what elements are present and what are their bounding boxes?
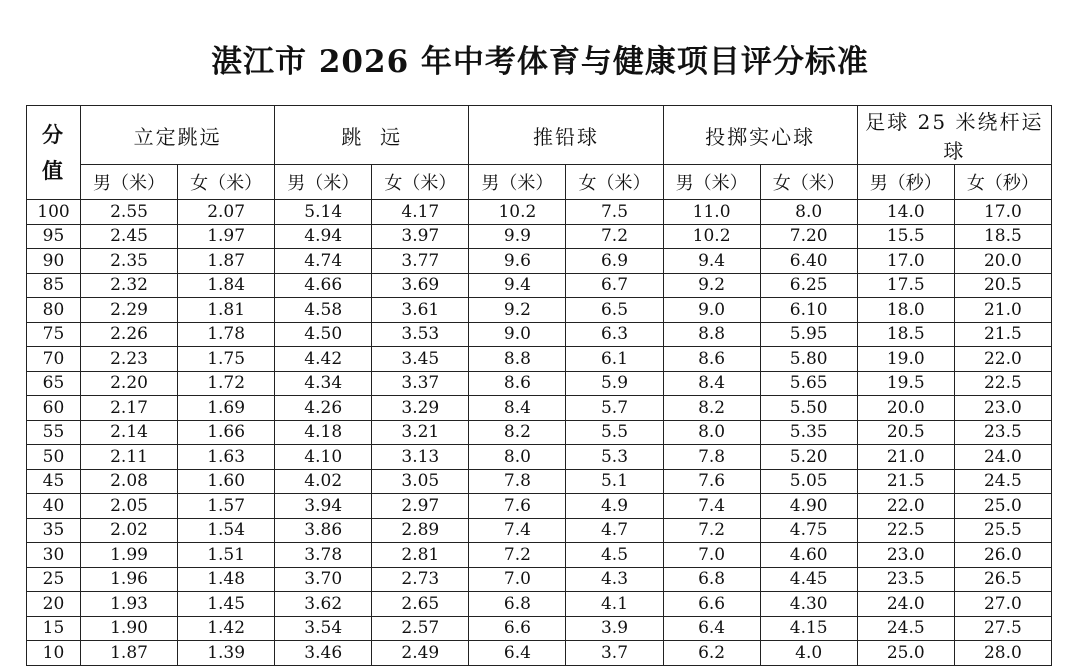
value-cell: 6.5 [566,298,663,323]
score-cell: 55 [27,420,81,445]
value-cell: 1.93 [81,592,178,617]
value-cell: 1.72 [178,371,275,396]
value-cell: 23.0 [857,543,954,568]
group-header-football-dribble: 足球 25 米绕杆运球 [857,106,1051,165]
value-cell: 8.8 [663,322,760,347]
page-title: 湛江市 2026 年中考体育与健康项目评分标准 [211,44,869,80]
value-cell: 7.6 [663,469,760,494]
value-cell: 3.29 [372,396,469,421]
value-cell: 1.48 [178,567,275,592]
sub-header: 女（秒） [954,165,1051,200]
value-cell: 2.65 [372,592,469,617]
value-cell: 7.4 [663,494,760,519]
value-cell: 1.66 [178,420,275,445]
value-cell: 20.0 [857,396,954,421]
value-cell: 7.8 [469,469,566,494]
value-cell: 4.94 [275,224,372,249]
value-cell: 8.2 [663,396,760,421]
table-row [27,298,1052,323]
value-cell: 4.9 [566,494,663,519]
value-cell: 25.0 [857,641,954,666]
table-row [27,371,1052,396]
value-cell: 3.21 [372,420,469,445]
value-cell: 4.58 [275,298,372,323]
group-header-standing-long-jump: 立定跳远 [81,106,275,165]
value-cell: 4.30 [760,592,857,617]
table-row [27,616,1052,641]
value-cell: 1.90 [81,616,178,641]
value-cell: 1.87 [178,249,275,274]
value-cell: 1.69 [178,396,275,421]
table-row [27,567,1052,592]
value-cell: 1.57 [178,494,275,519]
value-cell: 2.11 [81,445,178,470]
value-cell: 1.51 [178,543,275,568]
value-cell: 4.60 [760,543,857,568]
value-cell: 2.17 [81,396,178,421]
value-cell: 6.40 [760,249,857,274]
value-cell: 2.81 [372,543,469,568]
sub-header: 女（米） [760,165,857,200]
value-cell: 5.95 [760,322,857,347]
value-cell: 1.78 [178,322,275,347]
value-cell: 2.05 [81,494,178,519]
value-cell: 2.23 [81,347,178,372]
value-cell: 14.0 [857,200,954,225]
value-cell: 3.45 [372,347,469,372]
value-cell: 27.5 [954,616,1051,641]
score-cell: 75 [27,322,81,347]
value-cell: 2.32 [81,273,178,298]
value-cell: 5.20 [760,445,857,470]
value-cell: 15.5 [857,224,954,249]
value-cell: 10.2 [663,224,760,249]
value-cell: 20.5 [857,420,954,445]
table-row [27,249,1052,274]
value-cell: 19.0 [857,347,954,372]
value-cell: 2.14 [81,420,178,445]
value-cell: 4.26 [275,396,372,421]
table-row [27,224,1052,249]
value-cell: 5.3 [566,445,663,470]
value-cell: 1.84 [178,273,275,298]
value-cell: 22.0 [954,347,1051,372]
value-cell: 2.89 [372,518,469,543]
sub-header: 女（米） [566,165,663,200]
value-cell: 21.5 [857,469,954,494]
value-cell: 3.46 [275,641,372,666]
value-cell: 24.5 [857,616,954,641]
group-header-row [27,106,1052,165]
value-cell: 9.4 [469,273,566,298]
value-cell: 5.5 [566,420,663,445]
value-cell: 21.5 [954,322,1051,347]
value-cell: 7.4 [469,518,566,543]
value-cell: 2.20 [81,371,178,396]
value-cell: 25.5 [954,518,1051,543]
value-cell: 23.0 [954,396,1051,421]
score-cell: 15 [27,616,81,641]
value-cell: 1.87 [81,641,178,666]
value-cell: 3.94 [275,494,372,519]
score-cell: 20 [27,592,81,617]
value-cell: 4.0 [760,641,857,666]
table-row [27,420,1052,445]
value-cell: 4.15 [760,616,857,641]
group-header-medicine-ball: 投掷实心球 [663,106,857,165]
table-row [27,322,1052,347]
value-cell: 21.0 [954,298,1051,323]
sub-header: 女（米） [178,165,275,200]
value-cell: 19.5 [857,371,954,396]
score-column-header [27,106,81,200]
value-cell: 8.0 [663,420,760,445]
value-cell: 1.54 [178,518,275,543]
value-cell: 7.0 [663,543,760,568]
score-cell: 95 [27,224,81,249]
value-cell: 1.99 [81,543,178,568]
value-cell: 6.7 [566,273,663,298]
value-cell: 6.8 [469,592,566,617]
score-header-bottom: 值 [42,157,65,183]
sub-header: 男（米） [469,165,566,200]
value-cell: 4.75 [760,518,857,543]
value-cell: 22.0 [857,494,954,519]
value-cell: 3.13 [372,445,469,470]
value-cell: 2.35 [81,249,178,274]
value-cell: 5.35 [760,420,857,445]
value-cell: 3.97 [372,224,469,249]
value-cell: 2.45 [81,224,178,249]
table-row [27,518,1052,543]
value-cell: 8.6 [663,347,760,372]
value-cell: 5.1 [566,469,663,494]
table-row [27,543,1052,568]
value-cell: 6.4 [469,641,566,666]
value-cell: 9.9 [469,224,566,249]
value-cell: 11.0 [663,200,760,225]
value-cell: 4.18 [275,420,372,445]
table-row [27,592,1052,617]
sub-header: 男（米） [81,165,178,200]
value-cell: 4.7 [566,518,663,543]
value-cell: 3.62 [275,592,372,617]
value-cell: 4.42 [275,347,372,372]
value-cell: 4.50 [275,322,372,347]
table-row [27,445,1052,470]
value-cell: 5.14 [275,200,372,225]
value-cell: 26.5 [954,567,1051,592]
value-cell: 8.8 [469,347,566,372]
value-cell: 25.0 [954,494,1051,519]
value-cell: 1.63 [178,445,275,470]
value-cell: 7.20 [760,224,857,249]
value-cell: 9.2 [663,273,760,298]
value-cell: 6.6 [469,616,566,641]
value-cell: 2.08 [81,469,178,494]
score-cell: 50 [27,445,81,470]
value-cell: 2.02 [81,518,178,543]
value-cell: 5.7 [566,396,663,421]
value-cell: 1.81 [178,298,275,323]
value-cell: 6.10 [760,298,857,323]
score-cell: 60 [27,396,81,421]
value-cell: 3.86 [275,518,372,543]
value-cell: 3.9 [566,616,663,641]
value-cell: 4.5 [566,543,663,568]
value-cell: 8.4 [469,396,566,421]
score-cell: 90 [27,249,81,274]
value-cell: 8.0 [469,445,566,470]
value-cell: 4.10 [275,445,372,470]
value-cell: 6.4 [663,616,760,641]
score-cell: 80 [27,298,81,323]
value-cell: 5.65 [760,371,857,396]
table-body [27,200,1052,666]
value-cell: 23.5 [857,567,954,592]
value-cell: 1.60 [178,469,275,494]
value-cell: 9.0 [469,322,566,347]
score-cell: 25 [27,567,81,592]
value-cell: 8.2 [469,420,566,445]
value-cell: 5.50 [760,396,857,421]
value-cell: 6.9 [566,249,663,274]
value-cell: 9.2 [469,298,566,323]
score-cell: 35 [27,518,81,543]
value-cell: 17.5 [857,273,954,298]
sub-header: 女（米） [372,165,469,200]
score-cell: 30 [27,543,81,568]
value-cell: 1.45 [178,592,275,617]
value-cell: 20.5 [954,273,1051,298]
value-cell: 7.8 [663,445,760,470]
value-cell: 1.75 [178,347,275,372]
score-cell: 40 [27,494,81,519]
value-cell: 18.5 [857,322,954,347]
value-cell: 21.0 [857,445,954,470]
value-cell: 2.26 [81,322,178,347]
value-cell: 6.25 [760,273,857,298]
value-cell: 2.57 [372,616,469,641]
value-cell: 28.0 [954,641,1051,666]
value-cell: 5.80 [760,347,857,372]
value-cell: 6.8 [663,567,760,592]
value-cell: 3.69 [372,273,469,298]
table-row [27,200,1052,225]
value-cell: 17.0 [857,249,954,274]
value-cell: 4.17 [372,200,469,225]
value-cell: 2.55 [81,200,178,225]
score-cell: 65 [27,371,81,396]
group-header-long-jump: 跳 远 [275,106,469,165]
value-cell: 4.34 [275,371,372,396]
value-cell: 2.49 [372,641,469,666]
value-cell: 9.6 [469,249,566,274]
value-cell: 1.39 [178,641,275,666]
table-row [27,494,1052,519]
value-cell: 8.6 [469,371,566,396]
table-row [27,347,1052,372]
table-row [27,273,1052,298]
value-cell: 24.5 [954,469,1051,494]
value-cell: 6.1 [566,347,663,372]
value-cell: 27.0 [954,592,1051,617]
value-cell: 3.37 [372,371,469,396]
value-cell: 1.97 [178,224,275,249]
value-cell: 8.0 [760,200,857,225]
value-cell: 23.5 [954,420,1051,445]
group-header-shot-put: 推铅球 [469,106,663,165]
sub-header: 男（秒） [857,165,954,200]
value-cell: 7.2 [663,518,760,543]
value-cell: 20.0 [954,249,1051,274]
value-cell: 9.4 [663,249,760,274]
value-cell: 18.5 [954,224,1051,249]
value-cell: 4.3 [566,567,663,592]
value-cell: 4.02 [275,469,372,494]
value-cell: 5.9 [566,371,663,396]
value-cell: 3.54 [275,616,372,641]
value-cell: 4.74 [275,249,372,274]
value-cell: 3.05 [372,469,469,494]
value-cell: 2.97 [372,494,469,519]
score-cell: 100 [27,200,81,225]
value-cell: 2.07 [178,200,275,225]
score-cell: 45 [27,469,81,494]
value-cell: 3.78 [275,543,372,568]
value-cell: 6.6 [663,592,760,617]
table-row [27,641,1052,666]
value-cell: 6.3 [566,322,663,347]
value-cell: 3.7 [566,641,663,666]
value-cell: 1.42 [178,616,275,641]
value-cell: 4.90 [760,494,857,519]
value-cell: 2.29 [81,298,178,323]
score-cell: 70 [27,347,81,372]
value-cell: 26.0 [954,543,1051,568]
value-cell: 24.0 [954,445,1051,470]
value-cell: 7.2 [469,543,566,568]
score-header-top: 分 [42,121,65,147]
table-row [27,469,1052,494]
value-cell: 8.4 [663,371,760,396]
value-cell: 7.5 [566,200,663,225]
value-cell: 18.0 [857,298,954,323]
value-cell: 4.1 [566,592,663,617]
sub-header: 男（米） [663,165,760,200]
table-row [27,396,1052,421]
value-cell: 3.53 [372,322,469,347]
value-cell: 7.0 [469,567,566,592]
value-cell: 2.73 [372,567,469,592]
value-cell: 17.0 [954,200,1051,225]
value-cell: 7.6 [469,494,566,519]
value-cell: 4.66 [275,273,372,298]
value-cell: 7.2 [566,224,663,249]
value-cell: 4.45 [760,567,857,592]
score-cell: 85 [27,273,81,298]
score-table [26,105,1052,666]
sub-header: 男（米） [275,165,372,200]
value-cell: 24.0 [857,592,954,617]
value-cell: 6.2 [663,641,760,666]
value-cell: 22.5 [857,518,954,543]
value-cell: 3.70 [275,567,372,592]
sub-header-row [27,165,1052,200]
value-cell: 3.77 [372,249,469,274]
value-cell: 10.2 [469,200,566,225]
score-cell: 10 [27,641,81,666]
value-cell: 1.96 [81,567,178,592]
value-cell: 5.05 [760,469,857,494]
value-cell: 22.5 [954,371,1051,396]
value-cell: 3.61 [372,298,469,323]
value-cell: 9.0 [663,298,760,323]
